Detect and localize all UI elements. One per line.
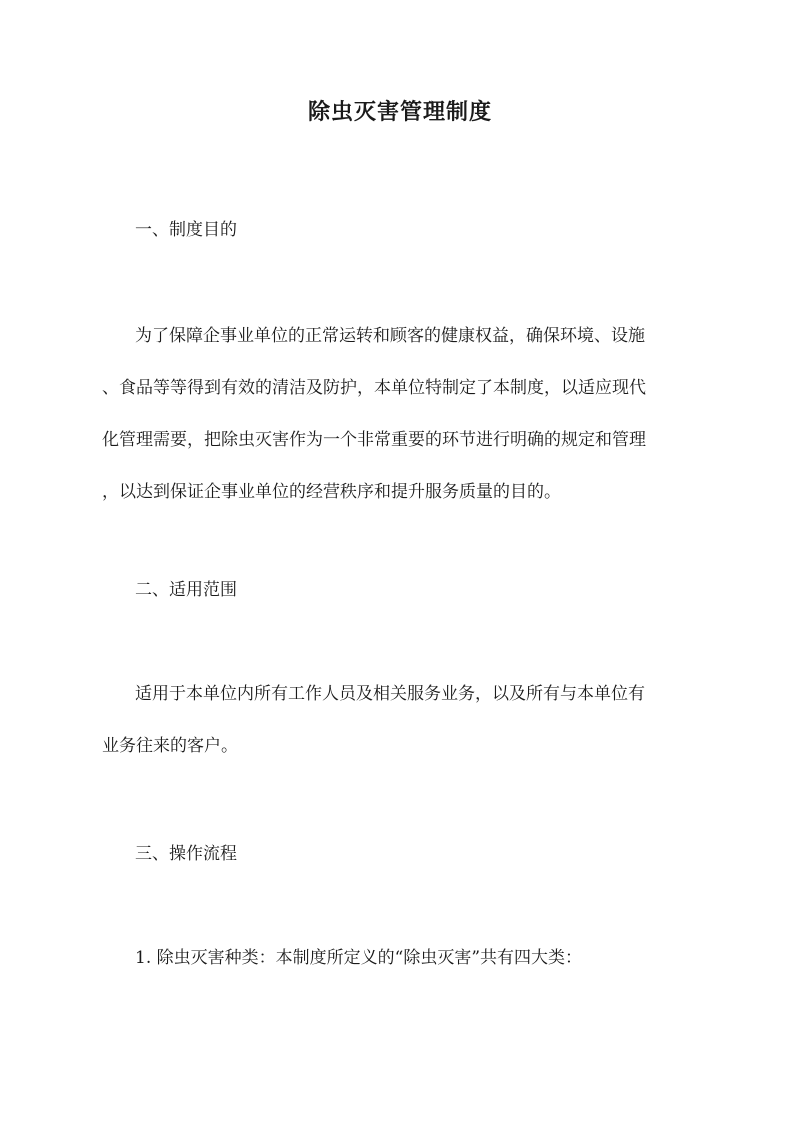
paragraph-line: 、食品等等得到有效的清洁及防护，本单位特制定了本制度，以适应现代 xyxy=(102,378,646,398)
section-heading-purpose: 一、制度目的 xyxy=(135,220,237,240)
section-heading-procedure: 三、操作流程 xyxy=(135,844,237,864)
paragraph-line: 适用于本单位内所有工作人员及相关服务业务，以及所有与本单位有 xyxy=(135,684,645,704)
document-title: 除虫灭害管理制度 xyxy=(307,99,492,125)
paragraph-scope xyxy=(102,668,702,772)
paragraph-line: 业务往来的客户。 xyxy=(102,736,238,756)
paragraph-line: 为了保障企事业单位的正常运转和顾客的健康权益，确保环境、设施 xyxy=(135,326,645,346)
section-heading-scope: 二、适用范围 xyxy=(135,580,237,600)
list-item: 1. 除虫灭害种类：本制度所定义的“除虫灭害”共有四大类： xyxy=(135,948,583,968)
paragraph-line: ，以达到保证企事业单位的经营秩序和提升服务质量的目的。 xyxy=(102,482,561,502)
paragraph-line: 化管理需要，把除虫灭害作为一个非常重要的环节进行明确的规定和管理 xyxy=(102,430,646,450)
paragraph-purpose xyxy=(102,310,702,518)
